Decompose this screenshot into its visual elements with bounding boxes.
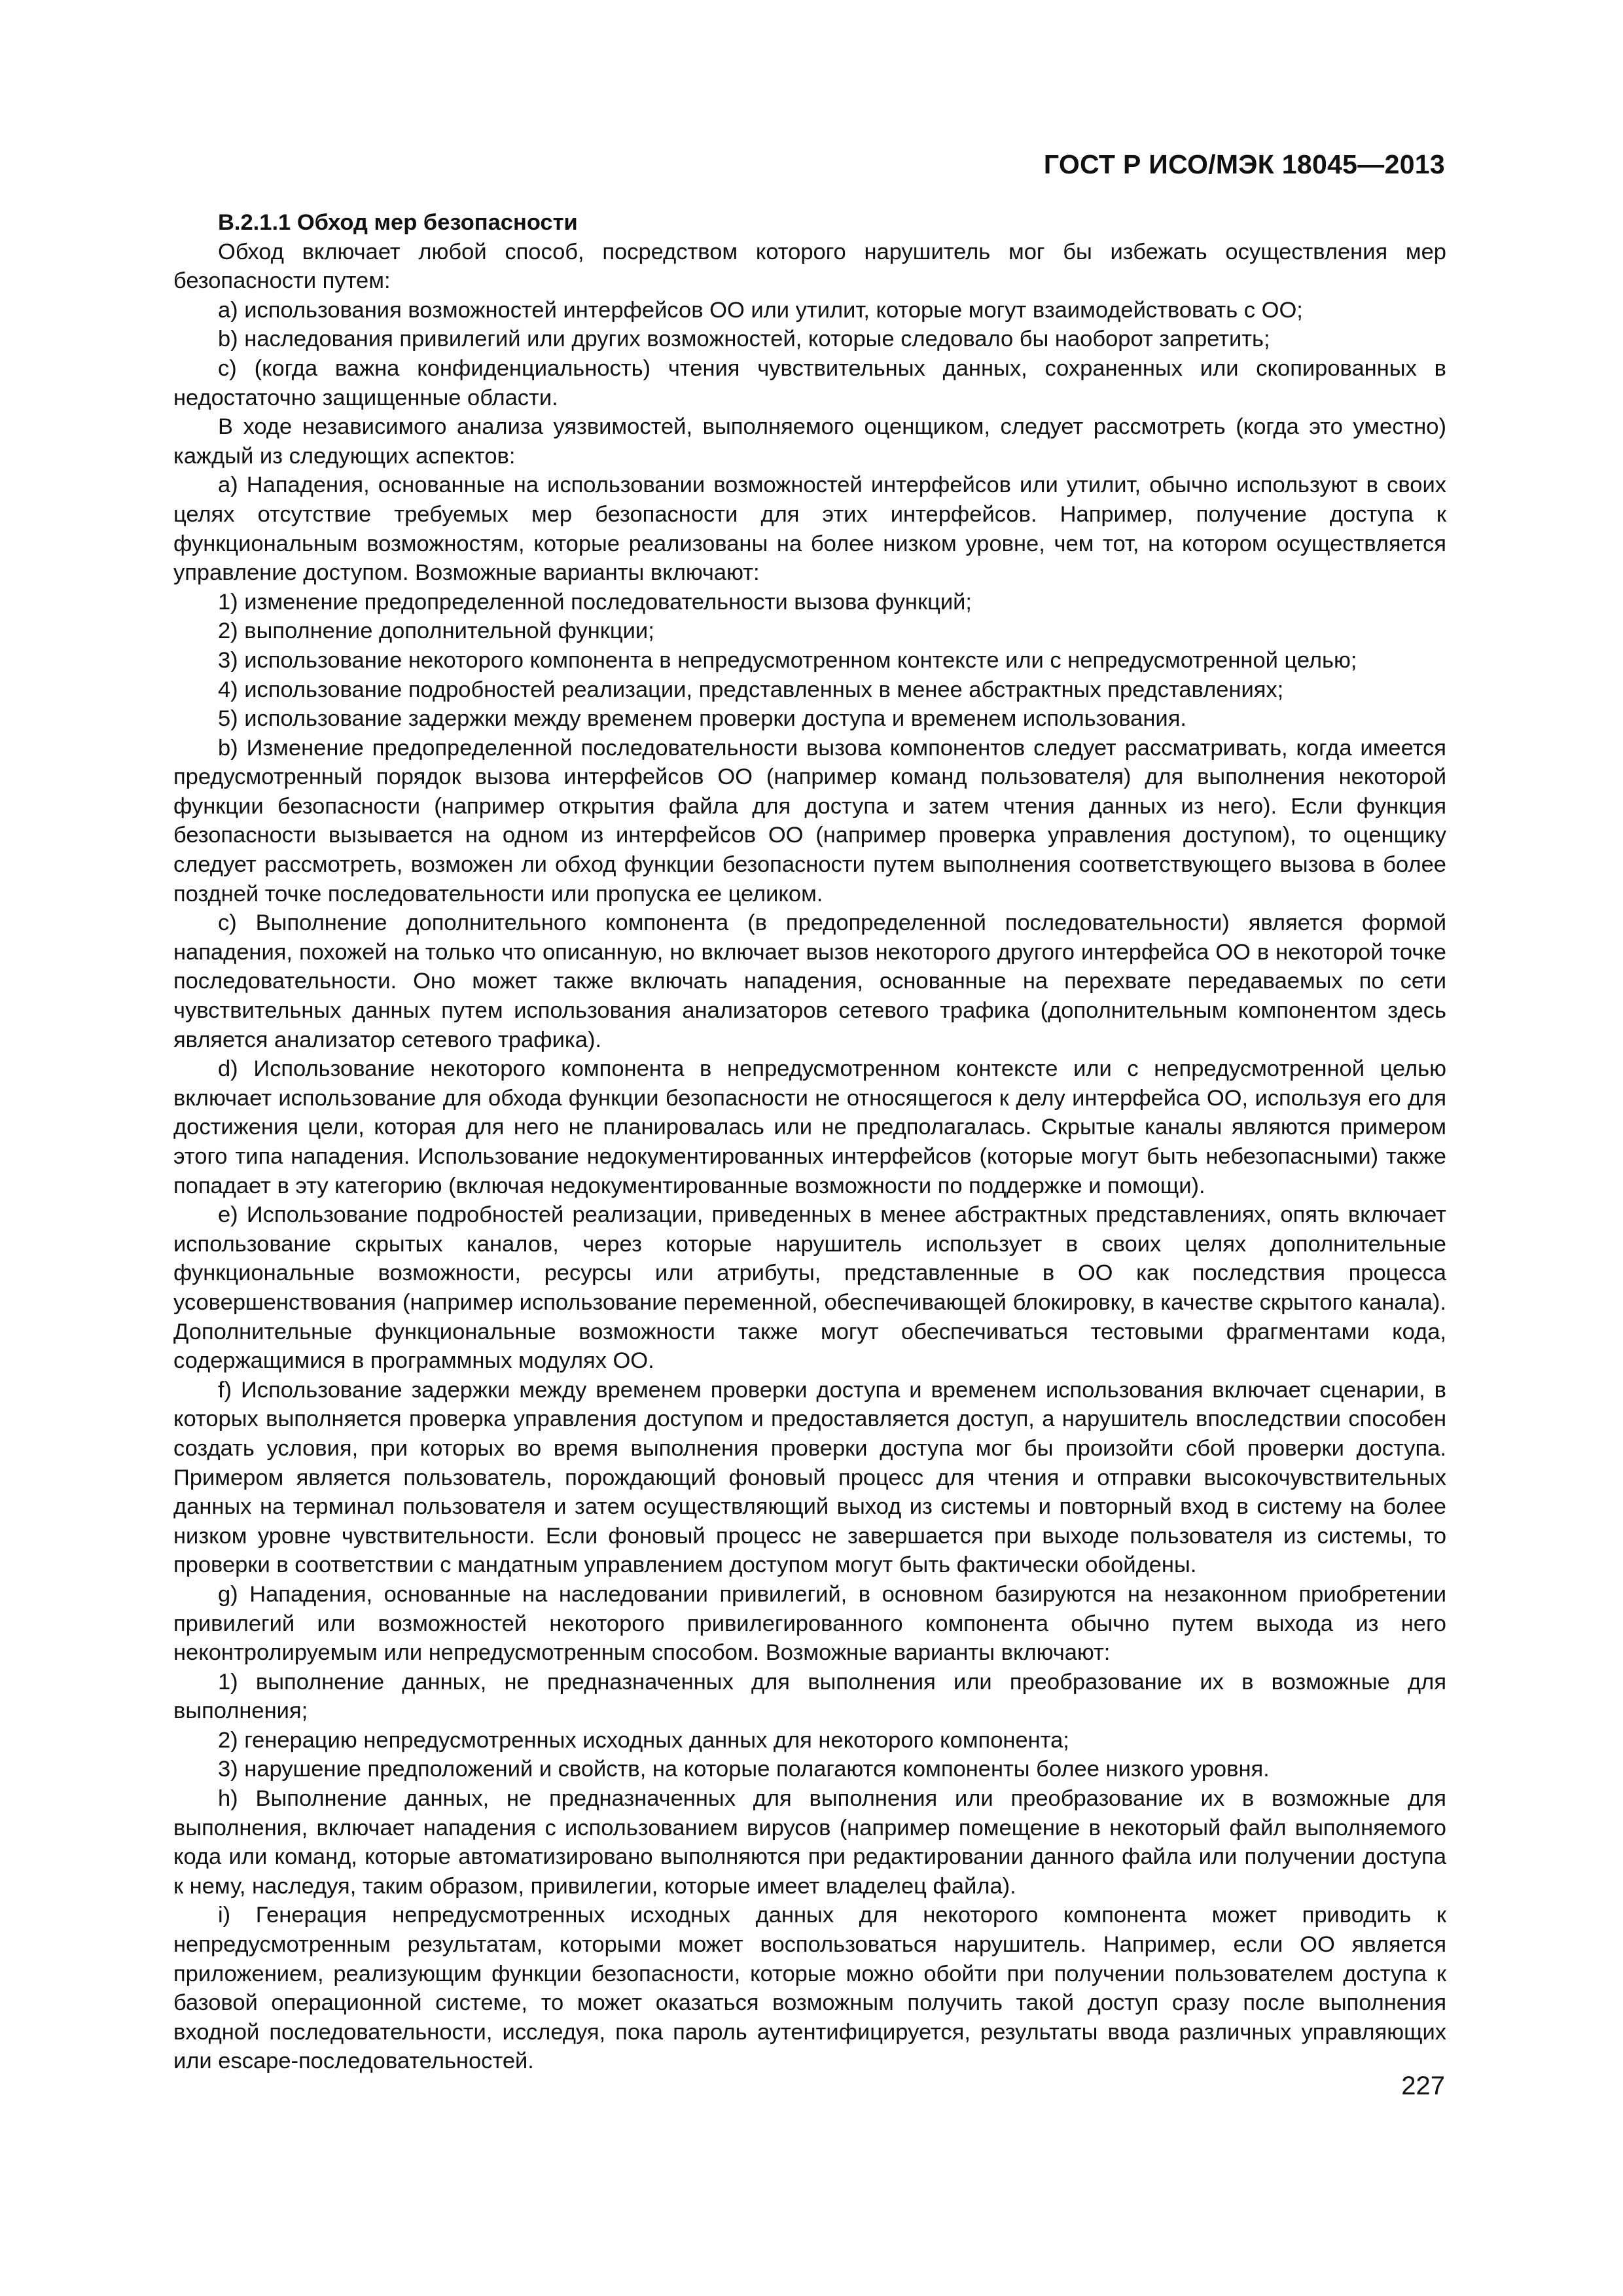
paragraph: c) Выполнение дополнительного компонента (в предопределенной последовательности) является формой нападения, похожей на только что описанную, но включает вызов некоторого другого интерфейса ОО в некоторой точке последовательности. Оно может также включать нападения, основанные на перехвате передаваемых по сети чувствительных данных путем использования анализаторов сетевого трафика (дополнительным компонентом здесь является анализатор сетевого трафика). xyxy=(173,910,1446,1052)
paragraph: Обход включает любой способ, посредством которого нарушитель мог бы избежать осуществления мер безопасности путем: xyxy=(173,239,1446,294)
list-item: c) (когда важна конфиденциальность) чтения чувствительных данных, сохраненных или скопированных в недостаточно защищенные области. xyxy=(173,355,1446,410)
list-item: b) наследования привилегий или других возможностей, которые следовало бы наоборот запретить; xyxy=(218,327,1270,352)
list-item: 3) нарушение предположений и свойств, на которые полагаются компоненты более низкого уровня. xyxy=(218,1757,1270,1782)
paragraph: i) Генерация непредусмотренных исходных данных для некоторого компонента может приводить к непредусмотренным результатам, которыми может воспользоваться нарушитель. Например, если ОО является приложением, реализующим функции безопасности, которые можно обойти при получении пользователем доступа к базовой операционной системе, то может оказаться возможным получить такой доступ сразу после выполнения входной последовательности, исследуя, пока пароль аутентифицируется, результаты ввода различных управляющих или escape-последовательностей. xyxy=(173,1903,1446,2074)
page-number: 227 xyxy=(1401,2072,1445,2100)
list-item: 4) использование подробностей реализации, представленных в менее абстрактных представлениях; xyxy=(218,677,1284,702)
paragraph: h) Выполнение данных, не предназначенных для выполнения или преобразование их в возможные для выполнения, включает нападения с использованием вирусов (например помещение в некоторый файл выполняемого кода или команд, которые автоматизировано выполняются при редактировании данного файла или получении доступа к нему, наследуя, таким образом, привилегии, которые имеет владелец файла). xyxy=(173,1786,1446,1899)
paragraph: d) Использование некоторого компонента в непредусмотренном контексте или с непредусмотренной целью включает использование для обхода функции безопасности не относящегося к делу интерфейса ОО, используя его для достижения цели, которая для него не планировалась или не предполагалась. Скрытые каналы являются примером этого типа нападения. Использование недокументированных интерфейсов (которые могут быть небезопасными) также попадает в эту категорию (включая недокументированные возможности по поддержке и помощи). xyxy=(173,1056,1446,1198)
section-heading: B.2.1.1 Обход мер безопасности xyxy=(218,210,578,235)
list-item: 5) использование задержки между временем проверки доступа и временем использования. xyxy=(218,706,1186,732)
paragraph: a) Нападения, основанные на использовании возможностей интерфейсов или утилит, обычно используют в своих целях отсутствие требуемых мер безопасности для этих интерфейсов. Например, получение доступа к функциональным возможностям, которые реализованы на более низком уровне, чем тот, на котором осуществляется управление доступом. Возможные варианты включают: xyxy=(173,473,1446,586)
paragraph: b) Изменение предопределенной последовательности вызова компонентов следует рассматривать, когда имеется предусмотренный порядок вызова интерфейсов ОО (например команд пользователя) для выполнения некоторой функции безопасности (например открытия файла для доступа и затем чтения данных из него). Если функция безопасности вызывается на одном из интерфейсов ОО (например проверка управления доступом), то оценщику следует рассмотреть, возможен ли обход функции безопасности путем выполнения соответствующего вызова в более поздней точке последовательности или пропуска ее целиком. xyxy=(173,735,1446,906)
paragraph: e) Использование подробностей реализации, приведенных в менее абстрактных представлениях, опять включает использование скрытых каналов, через которые нарушитель использует в своих целях дополнительные функциональные возможности, ресурсы или атрибуты, представленные в ОО как последствия процесса усовершенствования (например использование переменной, обеспечивающей блокировку, в качестве скрытого канала). Дополнительные функциональные возможности также могут обеспечиваться тестовыми фрагментами кода, содержащимися в программных модулях ОО. xyxy=(173,1202,1446,1374)
document-body xyxy=(173,208,1446,2076)
list-item: 1) выполнение данных, не предназначенных для выполнения или преобразование их в возможные для выполнения; xyxy=(173,1669,1446,1724)
paragraph: В ходе независимого анализа уязвимостей, выполняемого оценщиком, следует рассмотреть (когда это уместно) каждый из следующих аспектов: xyxy=(173,414,1446,469)
paragraph: g) Нападения, основанные на наследовании привилегий, в основном базируются на незаконном приобретении привилегий или возможностей некоторого привилегированного компонента обычно путем выхода из него неконтролируемым или непредусмотренным способом. Возможные варианты включают: xyxy=(173,1581,1446,1666)
list-item: 2) выполнение дополнительной функции; xyxy=(218,619,654,644)
list-item: a) использования возможностей интерфейсов ОО или утилит, которые могут взаимодействовать с ОО; xyxy=(218,297,1303,323)
list-item: 2) генерацию непредусмотренных исходных данных для некоторого компонента; xyxy=(218,1727,1069,1753)
standard-header: ГОСТ Р ИСО/МЭК 18045—2013 xyxy=(1043,149,1445,179)
list-item: 1) изменение предопределенной последовательности вызова функций; xyxy=(218,589,972,615)
list-item: 3) использование некоторого компонента в непредусмотренном контексте или с непредусмотренной целью; xyxy=(218,647,1357,673)
paragraph: f) Использование задержки между временем проверки доступа и временем использования включает сценарии, в которых выполняется проверка управления доступом и предоставляется доступ, а нарушитель впоследствии способен создать условия, при которых во время выполнения проверки доступа мог бы произойти сбой проверки доступа. Примером является пользователь, порождающий фоновый процесс для чтения и отправки высокочувствительных данных на терминал пользователя и затем осуществляющий выход из системы и повторный вход в систему на более низком уровне чувствительности. Если фоновый процесс не завершается при выходе пользователя из системы, то проверки в соответствии с мандатным управлением доступом могут быть фактически обойдены. xyxy=(173,1377,1446,1578)
